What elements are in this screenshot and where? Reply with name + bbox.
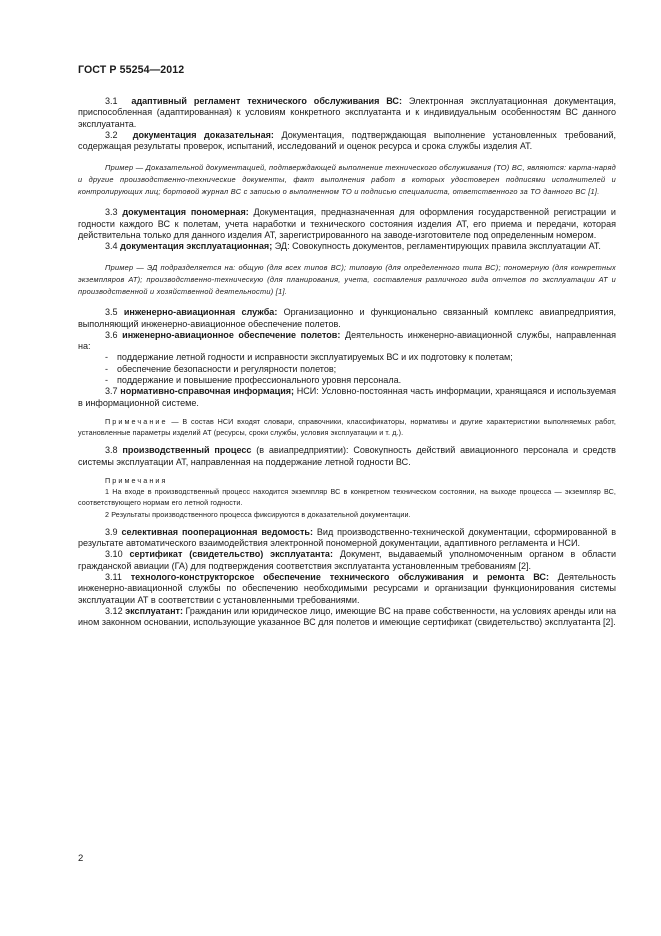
- definition-text: Документация, предназначенная для оформления государственной регистрации и годности каждого ВС к полетам, учета наработки и технического состояния изделия АТ, его приема и передачи, которая действительна только для данного изделия АТ, зарегистрированного на заводе-изготовителе под определенным номером.: [78, 207, 616, 240]
- page-number: 2: [78, 853, 84, 864]
- term: производственный процесс: [122, 445, 252, 456]
- clause-number: 3.11: [105, 571, 122, 582]
- term: технолого-конструкторское обеспечение технического обслуживания и ремонта ВС:: [130, 571, 549, 582]
- document-header: ГОСТ Р 55254—2012: [78, 64, 185, 76]
- definition-3-12: [78, 606, 616, 629]
- definition-text: Вид производственно-технической документации, сформированной в результате автоматического взаимодействия электронной пономерной документации, адаптивного регламента и НСИ.: [78, 526, 617, 549]
- definition-3-10: [78, 549, 616, 572]
- definition-3-7: [78, 386, 616, 409]
- example-2: Пример — ЭД подразделяется на: общую (для всех типов ВС); типовую (для определенного типа ВС); пономерную (для конкретных экземпляров АТ); производственно-техническую (для планирования, учета, составления различного вида отчетов по эксплуатации АТ и производственной и хозяйственной деятельности) [1].: [78, 263, 616, 296]
- definition-3-8: [78, 445, 616, 468]
- list-item: - поддержание и повышение профессионального уровня персонала.: [105, 375, 402, 386]
- definition-text: (в авиапредприятии): Совокупность действий авиационного персонала и средств системы эксплуатации АТ, направленная на поддержание летной годности ВС.: [78, 445, 616, 467]
- clause-number: 3.10: [105, 549, 123, 560]
- term: документация эксплуатационная;: [120, 241, 273, 252]
- term: документация пономерная:: [122, 207, 249, 218]
- definition-3-9: [78, 527, 616, 550]
- clause-number: 3.1: [105, 96, 118, 106]
- note-item: 1 На входе в производственный процесс находится экземпляр ВС в конкретном техническом состоянии, на выходе процесса — экземпляр ВС, соответствующего нормам его летной годности.: [78, 487, 616, 508]
- clause-number: 3.5: [105, 307, 118, 318]
- clause-number: 3.9: [105, 526, 118, 537]
- list-item: - обеспечение безопасности и регулярности полетов;: [105, 363, 337, 374]
- clause-number: 3.6: [105, 329, 118, 340]
- term: нормативно-справочная информация;: [120, 386, 295, 397]
- clause-number: 3.3: [105, 207, 118, 218]
- definition-3-3: [78, 207, 616, 241]
- definition-text: Документация, подтверждающая выполнение установленных требований, содержащая результаты проверок, испытаний, исследований и оценок ресурса и срока службы изделия АТ.: [78, 129, 617, 152]
- clause-number: 3.4: [105, 241, 118, 252]
- clause-number: 3.8: [105, 445, 118, 456]
- clause-number: 3.7: [105, 386, 118, 397]
- note-1: [78, 416, 616, 438]
- note-item: 2 Результаты производственного процесса фиксируются в доказательной документации.: [105, 509, 411, 519]
- term: селективная пооперационная ведомость:: [121, 526, 313, 537]
- clause-number: 3.12: [105, 605, 123, 616]
- term: адаптивный регламент технического обслуживания ВС:: [131, 96, 402, 106]
- page-content: [78, 96, 616, 628]
- definition-3-11: [78, 572, 616, 606]
- definition-3-5: [78, 307, 616, 330]
- notes-2: [78, 475, 616, 520]
- definition-text: Документ, выдаваемый уполномоченным органом в области гражданской авиации (ГА) для подтверждения соответствия эксплуатанта установленным требованиям [2].: [78, 549, 616, 571]
- definition-text: Гражданин или юридическое лицо, имеющие ВС на праве собственности, на условиях аренды или на ином законном основании, использующие указанное ВС для полетов и имеющие сертификат (свидетельство) эксплуатанта [2].: [78, 605, 617, 628]
- definition-text: НСИ: Условно-постоянная часть информации, хранящаяся и используемая в информационной системе.: [78, 386, 616, 408]
- term: инженерно-авиационное обеспечение полетов:: [122, 329, 341, 340]
- note-text: — В состав НСИ входят словари, справочники, классификаторы, нормативы и другие характеристики выполняемых работ, установленные параметры изделий АТ (ресурсы, сроки службы, условия эксплуатации и т. д.).: [78, 416, 616, 438]
- definition-3-6: [78, 330, 616, 353]
- example-1: Пример — Доказательной документацией, подтверждающей выполнение технического обслуживания (ТО) ВС, являются: карта-наряд и другие производственно-технические документы, факт выполнения работ в которых удостоверен подписями исполнителей и контролирующих лиц; бортовой журнал ВС с записью о выполненном ТО и подписью специалиста, ответственного за ТО данного ВС [1].: [78, 163, 616, 196]
- term: эксплуатант:: [125, 605, 183, 616]
- definition-3-2: [78, 130, 616, 153]
- term: документация доказательная:: [132, 129, 274, 140]
- clause-number: 3.2: [105, 129, 118, 140]
- definition-3-1: [78, 96, 616, 130]
- list-item: - поддержание летной годности и исправности эксплуатируемых ВС и их подготовку к полетам;: [105, 352, 513, 363]
- definition-text: Деятельность инженерно-авиационной службы, направленная на:: [78, 329, 617, 352]
- definition-3-4: [78, 241, 616, 252]
- note-label: Примечание: [105, 416, 168, 426]
- definition-text: Организационно и функционально связанный комплекс авиапредприятия, выполняющий инженерно-авиационное обеспечение полетов.: [78, 307, 617, 329]
- definition-text: Электронная эксплуатационная документация, приспособленная (адаптированная) к условиям конкретного эксплуатанта и к индивидуальным особенностям ВС данного эксплуатанта.: [78, 96, 617, 129]
- term: инженерно-авиационная служба:: [123, 307, 278, 318]
- definition-text: Деятельность инженерно-авиационной службы по обеспечению необходимыми ресурсами и организации функционирования системы эксплуатации АТ в соответствии с установленными требованиями.: [78, 571, 617, 605]
- notes-label: Примечания: [105, 475, 168, 485]
- definition-text: ЭД: Совокупность документов, регламентирующих правила эксплуатации АТ.: [274, 241, 601, 252]
- term: сертификат (свидетельство) эксплуатанта:: [129, 549, 333, 560]
